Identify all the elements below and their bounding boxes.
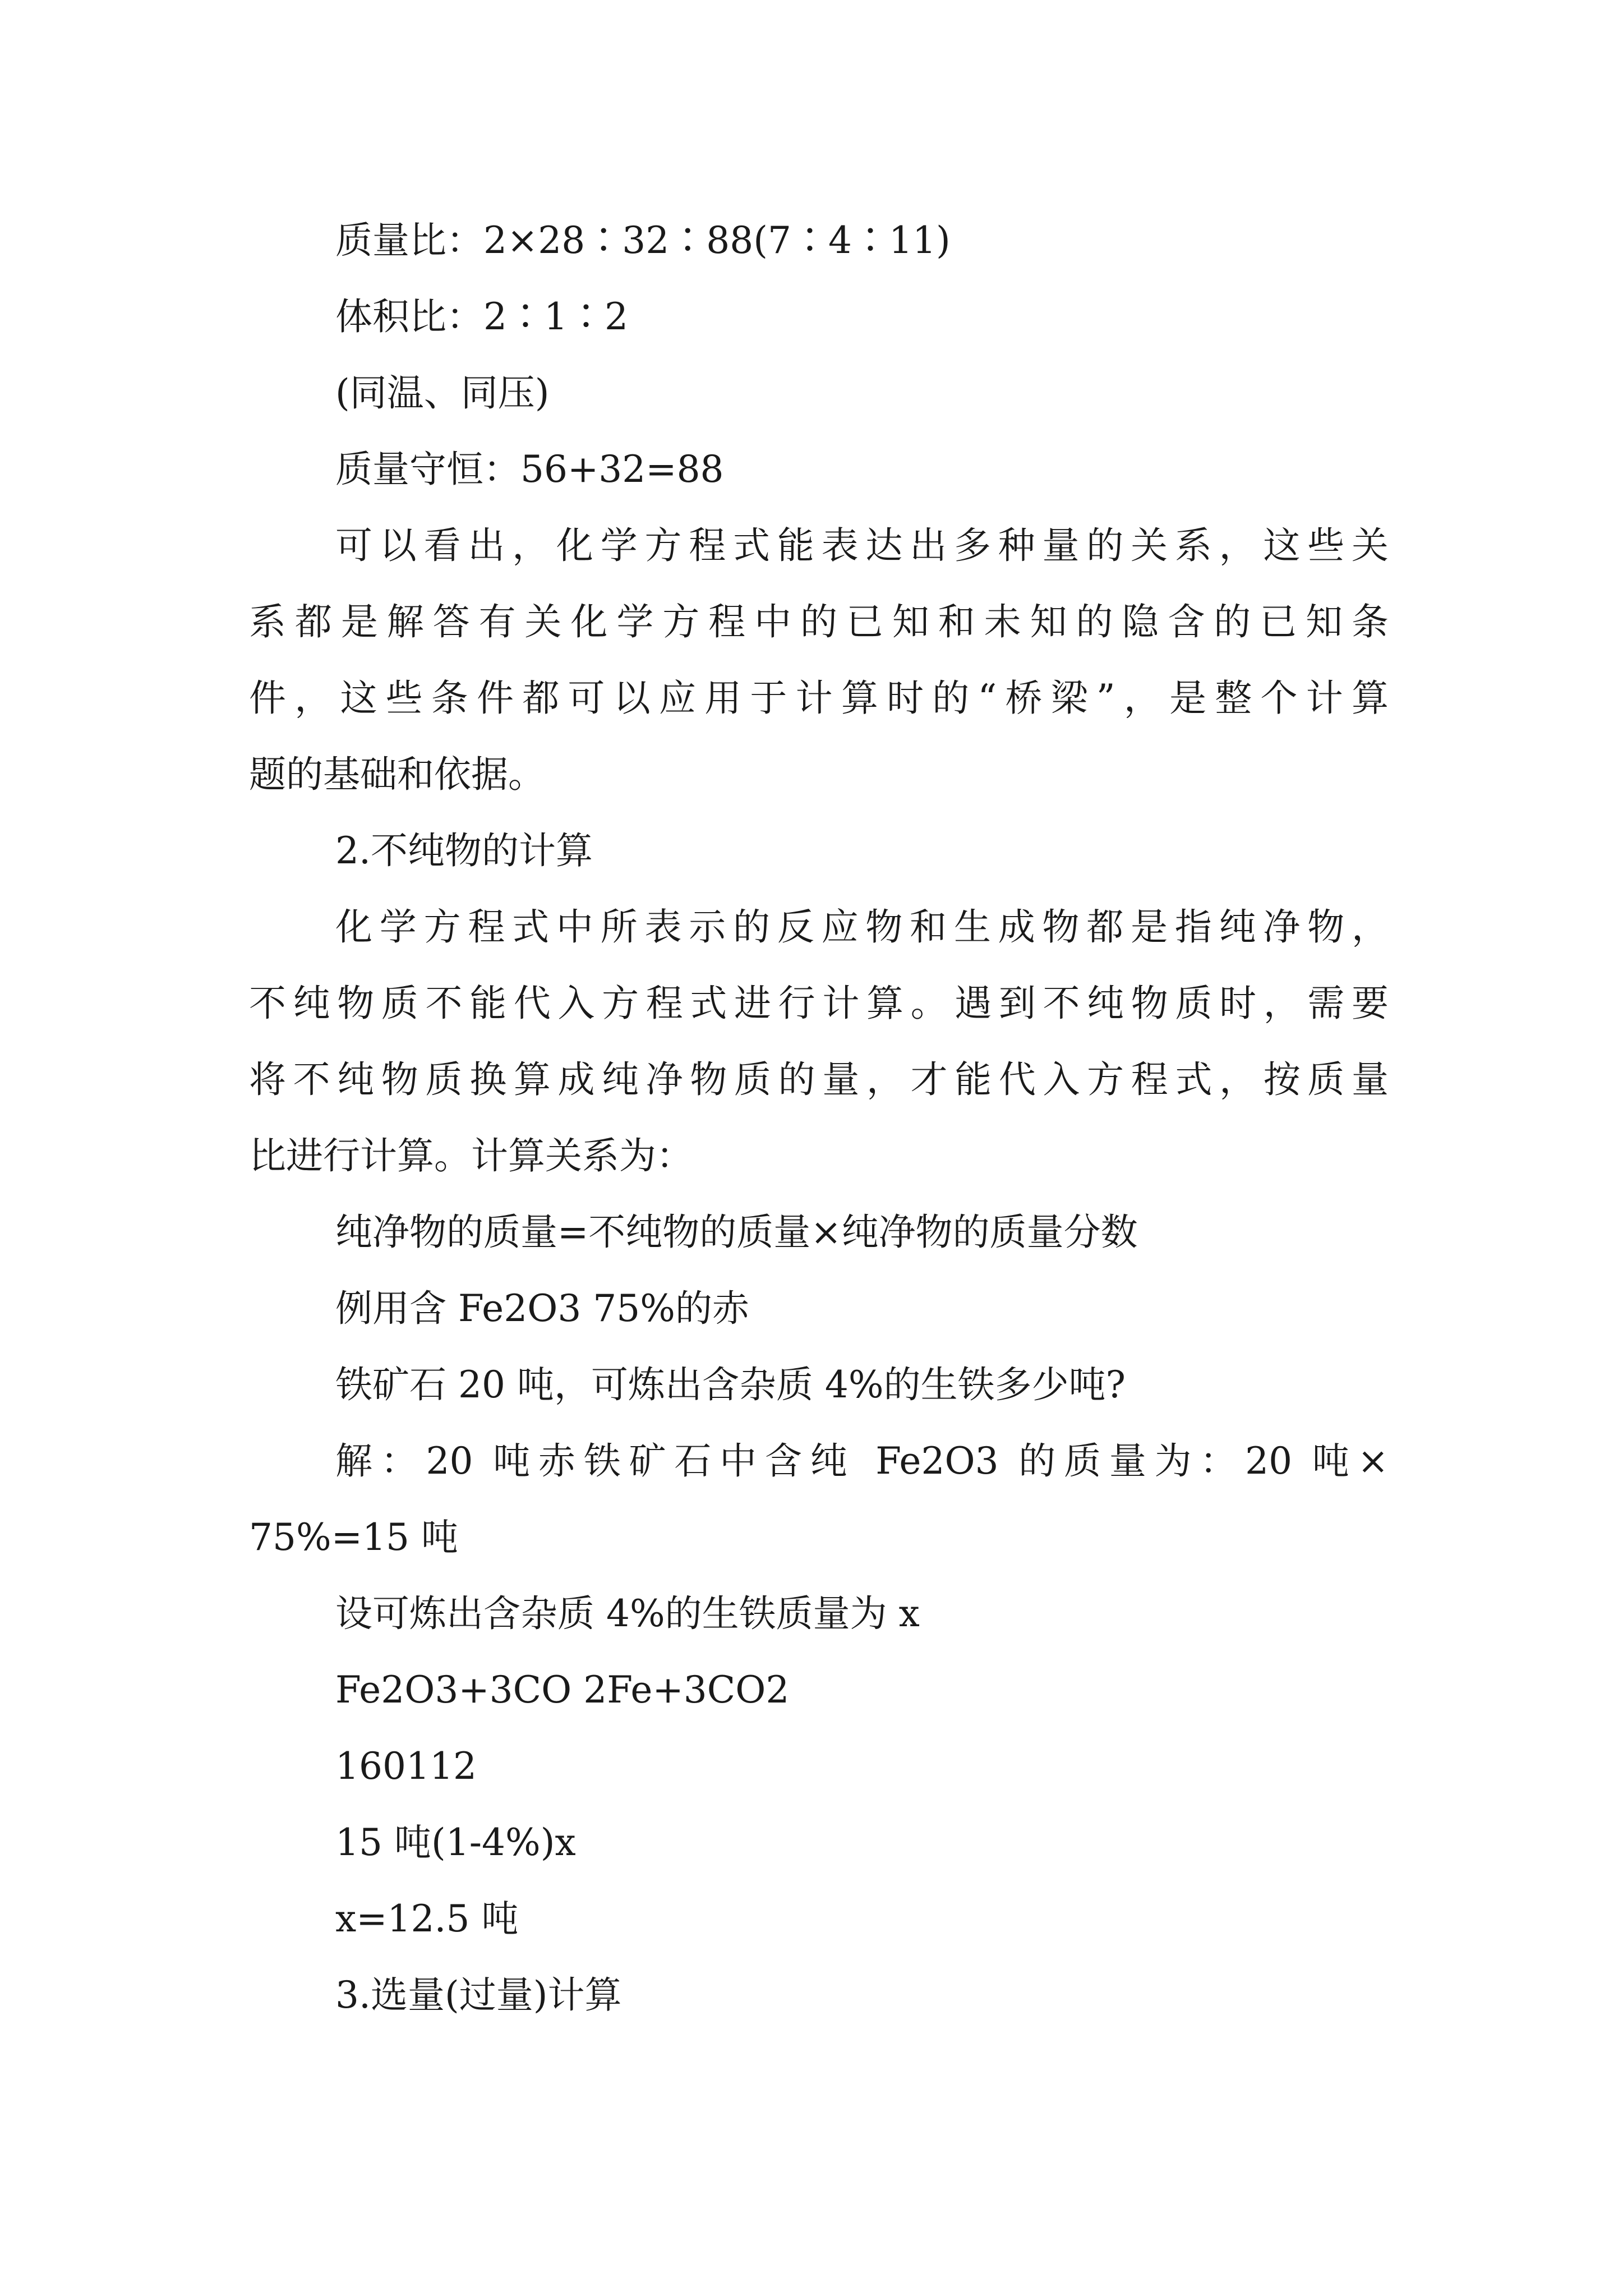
- paragraph-line: 不纯物质不能代入方程式进行计算。遇到不纯物质时，需要: [249, 982, 1389, 1025]
- paragraph-line: 题的基础和依据。: [249, 753, 545, 796]
- section-heading: 3.选量(过量)计算: [335, 1973, 622, 2017]
- text-line: 质量比：2×28∶32∶88(7∶4∶11): [335, 219, 951, 262]
- paragraph-line: 将不纯物质换算成纯净物质的量，才能代入方程式，按质量: [249, 1058, 1389, 1101]
- solution-line: 解：20 吨赤铁矿石中含纯 Fe2O3 的质量为：20 吨×: [335, 1439, 1389, 1483]
- equation-line: Fe2O3+3CO 2Fe+3CO2: [335, 1668, 790, 1711]
- solution-line: 75%=15 吨: [249, 1516, 458, 1559]
- example-line: 例用含 Fe2O3 75%的赤: [335, 1287, 749, 1330]
- example-line: 铁矿石 20 吨，可炼出含杂质 4%的生铁多少吨?: [335, 1363, 1126, 1406]
- text-line: 质量守恒：56+32=88: [335, 448, 724, 491]
- equation-line: x=12.5 吨: [335, 1897, 519, 1940]
- equation-line: 15 吨(1-4%)x: [335, 1821, 576, 1864]
- text-line: (同温、同压): [335, 371, 550, 415]
- equation-line: 160112: [335, 1745, 477, 1788]
- paragraph-line: 化学方程式中所表示的反应物和生成物都是指纯净物，: [335, 905, 1389, 949]
- solution-line: 设可炼出含杂质 4%的生铁质量为 x: [335, 1592, 920, 1635]
- paragraph-line: 比进行计算。计算关系为：: [249, 1134, 693, 1177]
- section-heading: 2.不纯物的计算: [335, 829, 593, 872]
- text-line: 体积比：2∶1∶2: [335, 295, 628, 338]
- paragraph-line: 可以看出，化学方程式能表达出多种量的关系，这些关: [335, 524, 1389, 567]
- paragraph-line: 件，这些条件都可以应用于计算时的“桥梁”，是整个计算: [249, 677, 1389, 720]
- formula-line: 纯净物的质量=不纯物的质量×纯净物的质量分数: [335, 1211, 1138, 1254]
- paragraph-line: 系都是解答有关化学方程中的已知和未知的隐含的已知条: [249, 600, 1389, 643]
